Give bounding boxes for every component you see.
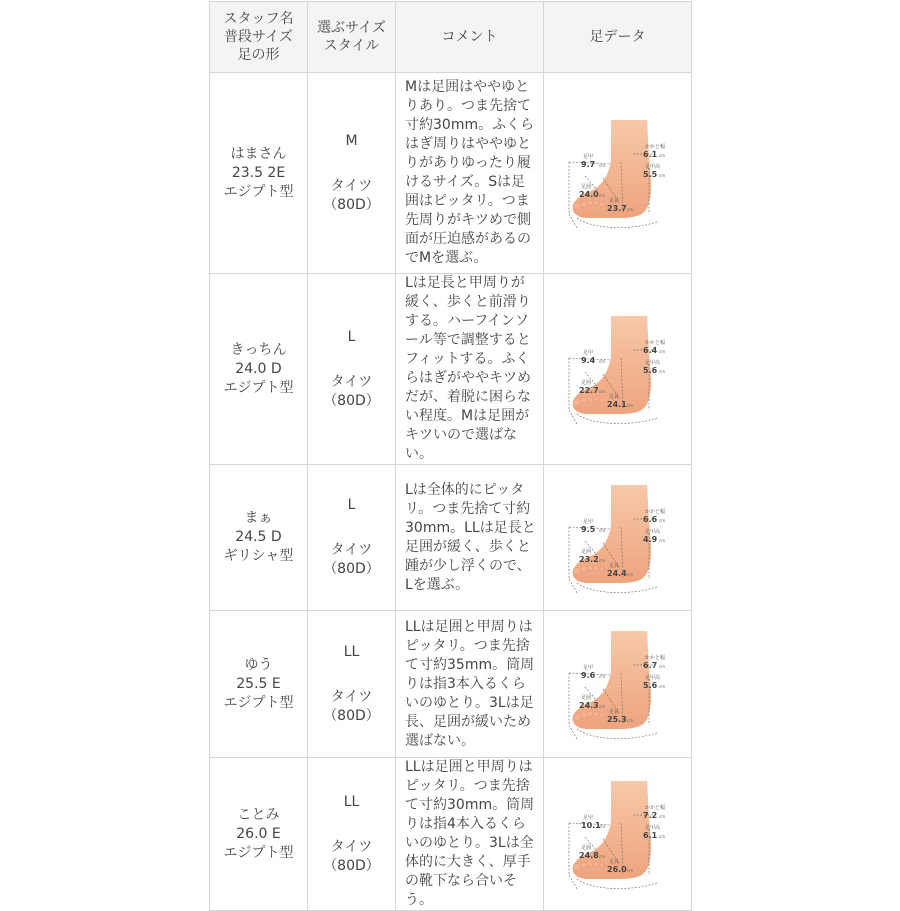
measure-line [569, 725, 577, 739]
selected-size: M [345, 132, 358, 149]
measure-line [569, 410, 577, 424]
unit-label: cm [658, 684, 665, 689]
style-denier: （80D） [323, 392, 380, 409]
size-table [209, 1, 692, 911]
style-name: タイツ [330, 838, 373, 855]
girth-value: 22.7 [578, 386, 599, 395]
foot-diagram [563, 779, 673, 889]
unit-label: cm [598, 824, 605, 829]
staff-usual: 26.0 E [236, 825, 281, 842]
instep-value: 9.7 [580, 160, 595, 169]
header-comment: コメント [396, 2, 544, 73]
toe-mark [580, 862, 587, 868]
table-row [210, 274, 692, 465]
toe-mark [593, 712, 598, 717]
staff-shape: エジプト型 [223, 379, 294, 396]
toe-mark [599, 566, 604, 570]
toe-mark [573, 398, 581, 405]
foot-diagram [563, 629, 673, 739]
staff-name: ゆう [244, 656, 273, 673]
size-cell [308, 758, 396, 911]
instep-label: 足甲 [582, 815, 593, 821]
length-value: 24.1 [606, 400, 627, 409]
measure-line [569, 214, 577, 228]
measure-line [569, 579, 577, 593]
staff-cell [210, 758, 308, 911]
measure-line [577, 218, 657, 228]
staff-shape: エジプト型 [223, 183, 294, 200]
unit-label: cm [626, 868, 633, 873]
toe-mark [580, 201, 587, 207]
unit-label: cm [598, 557, 605, 563]
foot-data-cell [544, 73, 692, 274]
toe-mark [580, 712, 587, 718]
length-value: 24.4 [606, 568, 627, 578]
toe-mark [573, 567, 581, 574]
selected-size: L [347, 328, 356, 345]
header-row [210, 2, 692, 73]
girth-value: 24.8 [578, 851, 599, 860]
header-staff [210, 2, 308, 73]
girth-label: 足囲 [580, 184, 591, 190]
toe-mark [587, 565, 593, 570]
heel-label: かかと幅 [644, 144, 665, 150]
header-staff-line: 普段サイズ [224, 29, 293, 45]
heel-label: かかと幅 [644, 508, 665, 515]
unit-label: cm [658, 173, 665, 178]
toe-mark [587, 200, 593, 205]
unit-label: cm [626, 718, 633, 723]
size-cell [308, 274, 396, 465]
foot-diagram [563, 483, 673, 593]
arch-value: 6.1 [642, 831, 657, 840]
staff-name: はまさん [230, 145, 287, 162]
size-cell [308, 611, 396, 758]
arch-label: 足甲高 [644, 528, 660, 535]
unit-label: cm [598, 674, 605, 679]
comment-cell: LLは足囲と甲周りはピッタリ。つま先捨て寸約35mm。筒周りは指3本入るくらいのゆとり。3Lは足長、足囲が緩いため選ばない。 [396, 611, 544, 758]
toe-mark [580, 397, 587, 403]
instep-value: 9.5 [580, 524, 595, 534]
arch-label: 足甲高 [644, 675, 660, 681]
heel-label: かかと幅 [644, 655, 665, 661]
unit-label: cm [598, 854, 605, 859]
unit-label: cm [598, 389, 605, 394]
length-label: 足長 [608, 562, 619, 569]
style-denier: （80D） [323, 857, 380, 874]
style-name: タイツ [330, 542, 373, 558]
heel-label: かかと幅 [644, 340, 665, 346]
unit-label: cm [658, 664, 665, 669]
unit-label: cm [598, 527, 605, 533]
staff-name: まぁ [244, 510, 273, 526]
length-label: 足長 [608, 859, 619, 865]
heel-value: 6.4 [642, 346, 657, 355]
comment-cell: LLは足囲と甲周りはピッタリ。つま先捨て寸約30mm。筒周りは指4本入るくらいのゆとり。3Lは全体的に大きく、厚手の靴下なら合いそう。 [396, 758, 544, 911]
style-denier: （80D） [323, 707, 380, 724]
toe-mark [599, 863, 604, 867]
header-size-line: 選ぶサイズ [317, 20, 386, 36]
unit-label: cm [598, 193, 605, 198]
table-row [210, 465, 692, 611]
heel-label: かかと幅 [644, 805, 665, 811]
toe-mark [599, 398, 604, 402]
style-denier: （80D） [323, 196, 380, 213]
staff-cell [210, 611, 308, 758]
unit-label: cm [658, 369, 665, 374]
foot-diagram [563, 118, 673, 228]
unit-label: cm [658, 537, 665, 543]
unit-label: cm [658, 153, 665, 158]
staff-name: ことみ [237, 806, 280, 823]
staff-shape: ギリシャ型 [223, 548, 294, 564]
foot-data-cell [544, 274, 692, 465]
arch-value: 4.9 [642, 534, 657, 544]
comment-cell: Lは全体的にピッタリ。つま先捨て寸約30mm。LLは足長と足囲が緩く、歩くと踵が少し浮くので、Lを選ぶ。 [396, 465, 544, 611]
length-value: 26.0 [606, 865, 627, 874]
unit-label: cm [658, 517, 665, 523]
unit-label: cm [658, 834, 665, 839]
arch-label: 足甲高 [644, 360, 660, 366]
unit-label: cm [598, 359, 605, 364]
style-name: タイツ [330, 688, 373, 705]
staff-usual: 25.5 E [236, 675, 281, 692]
arch-value: 5.6 [642, 681, 657, 690]
staff-shape: エジプト型 [223, 694, 294, 711]
arch-label: 足甲高 [644, 825, 660, 831]
heel-value: 6.1 [642, 150, 657, 159]
toe-mark [593, 565, 598, 570]
toe-mark [573, 863, 581, 870]
measure-line [577, 729, 657, 739]
comment-cell: Mは足囲はややゆとりあり。つま先捨て寸約30mm。ふくらはぎ周りはややゆとりがありゆったり履けるサイズ。Sは足囲はピッタリ。つま先周りがキツめで側面が圧迫感があるのでMを選ぶ。 [396, 73, 544, 274]
header-size [308, 2, 396, 73]
girth-label: 足囲 [580, 695, 591, 701]
arch-value: 5.5 [642, 170, 657, 179]
toe-mark [593, 201, 598, 206]
heel-value: 6.7 [642, 661, 657, 670]
style-denier: （80D） [323, 561, 380, 577]
unit-label: cm [626, 403, 633, 408]
length-value: 23.7 [606, 204, 627, 213]
toe-mark [593, 397, 598, 402]
girth-value: 23.2 [578, 554, 599, 564]
staff-shape: エジプト型 [223, 844, 294, 861]
foot-data-cell [544, 611, 692, 758]
selected-size: L [347, 497, 356, 513]
unit-label: cm [598, 163, 605, 168]
length-label: 足長 [608, 198, 619, 204]
instep-value: 10.1 [580, 821, 601, 830]
size-cell [308, 465, 396, 611]
header-staff-line: スタッフ名 [223, 11, 294, 27]
selected-size: LL [343, 643, 360, 660]
staff-usual: 24.0 D [235, 360, 282, 377]
foot-data-cell [544, 758, 692, 911]
girth-value: 24.3 [578, 701, 599, 710]
selected-size: LL [343, 793, 360, 810]
toe-mark [587, 861, 593, 866]
instep-label: 足甲 [582, 518, 593, 525]
heel-value: 6.6 [642, 514, 657, 524]
toe-mark [599, 713, 604, 717]
length-value: 25.3 [606, 715, 627, 724]
instep-value: 9.4 [580, 356, 595, 365]
toe-mark [573, 713, 581, 720]
staff-cell [210, 73, 308, 274]
length-label: 足長 [608, 709, 619, 715]
unit-label: cm [658, 349, 665, 354]
toe-mark [587, 711, 593, 716]
foot-data-cell [544, 465, 692, 611]
staff-cell [210, 465, 308, 611]
length-label: 足長 [608, 394, 619, 400]
table-row [210, 611, 692, 758]
girth-label: 足囲 [580, 845, 591, 851]
style-name: タイツ [330, 177, 373, 194]
staff-cell [210, 274, 308, 465]
unit-label: cm [658, 814, 665, 819]
style-name: タイツ [330, 373, 373, 390]
toe-mark [593, 862, 598, 867]
header-staff-line: 足の形 [237, 47, 280, 63]
table-row [210, 758, 692, 911]
instep-value: 9.6 [580, 671, 595, 680]
instep-label: 足甲 [582, 665, 593, 671]
heel-value: 7.2 [642, 811, 657, 820]
girth-label: 足囲 [580, 548, 591, 555]
foot-diagram [563, 314, 673, 424]
unit-label: cm [626, 571, 633, 577]
staff-name: きっちん [230, 341, 287, 358]
header-foot: 足データ [544, 2, 692, 73]
arch-label: 足甲高 [644, 164, 660, 170]
toe-mark [573, 202, 581, 209]
unit-label: cm [598, 704, 605, 709]
staff-usual: 23.5 2E [231, 164, 286, 181]
measure-line [577, 583, 657, 593]
measure-line [577, 414, 657, 424]
arch-value: 5.6 [642, 366, 657, 375]
comment-cell: Lは足長と甲周りが緩く、歩くと前滑りする。ハーフインソール等で調整するとフィットする。ふくらはぎがややキツめだが、着脱に困らない程度。Mは足囲がキツいので選ばない。 [396, 274, 544, 465]
measure-line [577, 879, 657, 889]
size-cell [308, 73, 396, 274]
girth-value: 24.0 [578, 190, 599, 199]
header-size-line: スタイル [323, 38, 380, 54]
instep-label: 足甲 [582, 350, 593, 356]
staff-usual: 24.5 D [235, 529, 282, 545]
toe-mark [580, 565, 587, 571]
girth-label: 足囲 [580, 380, 591, 386]
toe-mark [599, 202, 604, 206]
instep-label: 足甲 [582, 154, 593, 160]
unit-label: cm [626, 207, 633, 212]
table-row [210, 73, 692, 274]
toe-mark [587, 396, 593, 401]
measure-line [569, 875, 577, 889]
